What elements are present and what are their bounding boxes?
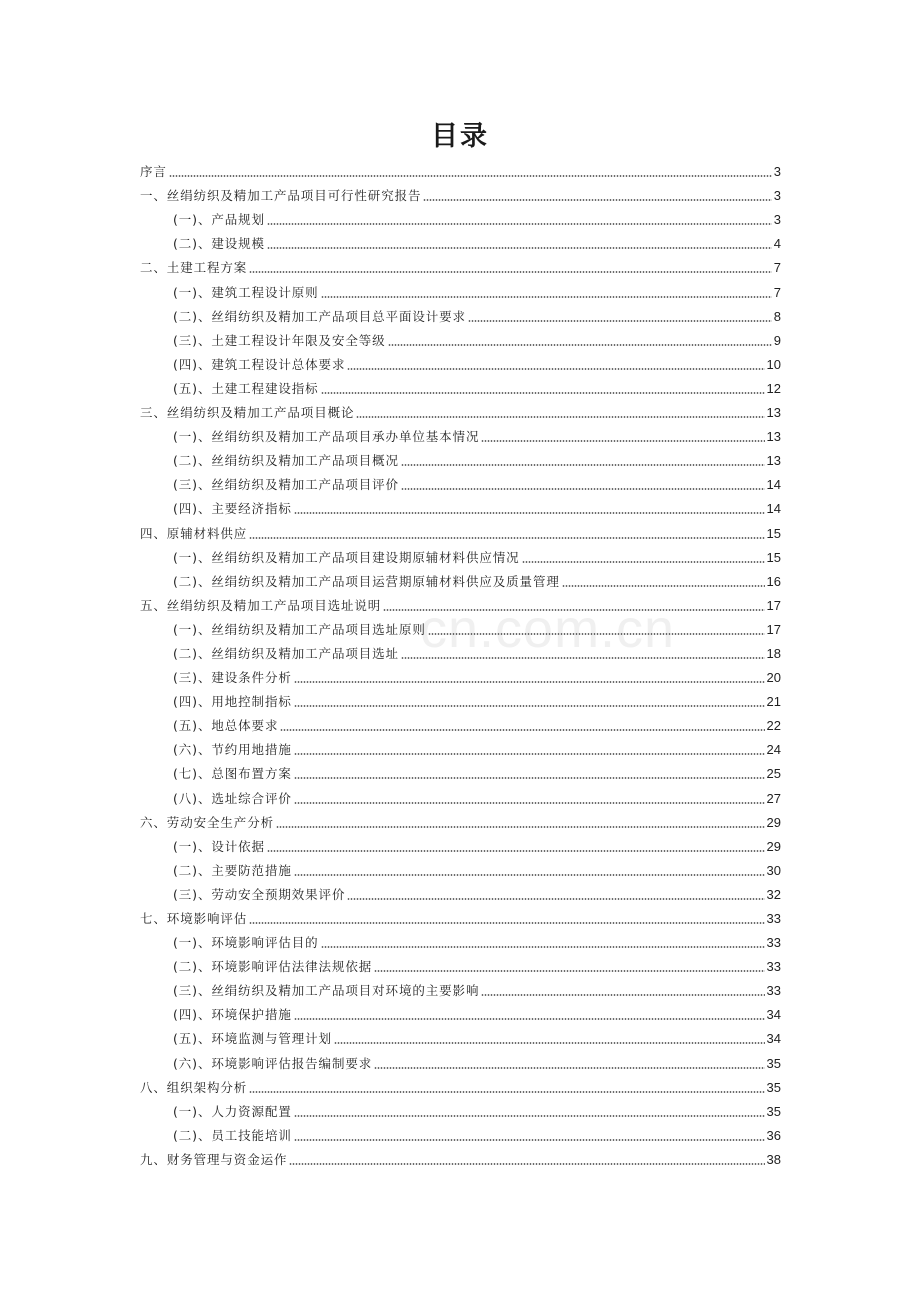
toc-entry-text: (一)、环境影响评估目的 [173,935,319,951]
toc-page-number: 20 [766,670,781,686]
toc-dot-leader [289,1163,764,1165]
toc-dot-leader [169,175,772,177]
toc-page-number: 35 [766,1055,781,1071]
toc-page-number: 15 [766,525,781,541]
toc-entry[interactable] [140,232,781,256]
toc-entry-text: 八、组织架构分析 [140,1079,248,1095]
toc-entry-text: (七)、总图布置方案 [173,766,292,782]
toc-page-number: 33 [766,935,781,951]
toc-entry-text: (二)、员工技能培训 [173,1127,292,1143]
toc-entry-text: (一)、丝绢纺织及精加工产品项目承办单位基本情况 [173,429,480,445]
toc-dot-leader [347,368,764,370]
toc-entry-text: (一)、人力资源配置 [173,1103,292,1119]
toc-dot-leader [249,537,764,539]
toc-dot-leader [267,223,772,225]
toc-entry-text: (六)、环境影响评估报告编制要求 [173,1055,373,1071]
toc-entry[interactable] [140,1051,781,1075]
toc-entry[interactable] [140,353,781,377]
toc-dot-leader [321,392,765,394]
toc-entry[interactable] [140,907,781,931]
toc-entry-text: (三)、劳动安全预期效果评价 [173,886,346,902]
toc-entry-text: (一)、产品规划 [173,212,265,228]
toc-page-number: 16 [766,573,781,589]
toc-dot-leader [267,247,772,249]
toc-page-number: 14 [766,501,781,517]
toc-dot-leader [522,561,765,563]
toc-entry[interactable] [140,738,781,762]
toc-page-number: 4 [773,236,781,252]
toc-dot-leader [294,802,765,804]
toc-page-number: 32 [766,886,781,902]
toc-entry-text: (三)、建设条件分析 [173,670,292,686]
toc-entry-text: (一)、丝绢纺织及精加工产品项目建设期原辅材料供应情况 [173,549,520,565]
toc-dot-leader [280,729,764,731]
toc-entry[interactable] [140,521,781,545]
toc-dot-leader [321,946,765,948]
toc-entry[interactable] [140,425,781,449]
toc-entry[interactable] [140,1003,781,1027]
toc-dot-leader [294,753,765,755]
toc-entry[interactable] [140,594,781,618]
toc-page-number: 7 [773,260,781,276]
toc-dot-leader [294,1018,765,1020]
toc-dot-leader [294,705,765,707]
toc-entry-text: (五)、环境监测与管理计划 [173,1031,332,1047]
toc-page-number: 25 [766,766,781,782]
toc-dot-leader [249,922,764,924]
toc-entry-text: (八)、选址综合评价 [173,790,292,806]
toc-entry[interactable] [140,618,781,642]
toc-dot-leader [334,1042,765,1044]
toc-entry-text: 七、环境影响评估 [140,911,248,926]
toc-page-number: 33 [766,959,781,975]
toc-page-number: 35 [766,1079,781,1095]
toc-dot-leader [428,633,765,635]
toc-entry[interactable] [140,811,781,835]
toc-entry-text: (四)、主要经济指标 [173,501,292,517]
toc-page-number: 35 [766,1103,781,1119]
toc-entry[interactable] [140,208,781,232]
toc-page-number: 24 [766,742,781,758]
toc-entry-text: (二)、环境影响评估法律法规依据 [173,959,373,975]
toc-entry[interactable] [140,280,781,304]
toc-page-number: 17 [766,621,781,637]
toc-entry[interactable] [140,762,781,786]
toc-dot-leader [249,1091,764,1093]
toc-dot-leader [423,199,771,201]
toc-entry-text: (二)、丝绢纺织及精加工产品项目选址 [173,645,399,661]
toc-entry[interactable] [140,1076,781,1100]
toc-entry[interactable] [140,642,781,666]
toc-entry-text: (二)、建设规模 [173,236,265,252]
toc-page-number: 34 [766,1031,781,1047]
toc-entry[interactable] [140,883,781,907]
toc-page-number: 9 [773,332,781,348]
toc-entry-text: (二)、主要防范措施 [173,862,292,878]
toc-entry[interactable] [140,1027,781,1051]
toc-dot-leader [249,271,772,273]
toc-entry-text: 序言 [140,164,167,180]
toc-page-number: 15 [766,549,781,565]
toc-entry[interactable] [140,859,781,883]
toc-dot-leader [401,488,765,490]
toc-entry[interactable] [140,401,781,425]
toc-entry[interactable] [140,786,781,810]
toc-entry[interactable] [140,835,781,859]
toc-entry[interactable] [140,955,781,979]
toc-entry[interactable] [140,329,781,353]
toc-dot-leader [321,296,772,298]
toc-page-number: 14 [766,477,781,493]
toc-dot-leader [294,512,765,514]
toc-dot-leader [388,344,772,346]
toc-entry[interactable] [140,473,781,497]
toc-dot-leader [276,826,765,828]
watermark: cn.com.cn [420,599,676,659]
toc-dot-leader [294,1139,765,1141]
toc-page-number: 17 [766,597,781,613]
toc-page-number: 27 [766,790,781,806]
toc-page-number: 38 [766,1151,781,1167]
toc-dot-leader [383,609,764,611]
toc-entry-text: 四、原辅材料供应 [140,525,248,541]
toc-dot-leader [294,1115,765,1117]
toc-entry[interactable] [140,666,781,690]
toc-dot-leader [481,994,764,996]
toc-page-number: 29 [766,838,781,854]
toc-page-number: 3 [773,188,781,204]
toc-page-number: 29 [766,814,781,830]
toc-list [140,160,781,1172]
toc-entry-text: (三)、丝绢纺织及精加工产品项目对环境的主要影响 [173,983,480,999]
toc-dot-leader [374,970,764,972]
toc-dot-leader [294,681,765,683]
toc-entry[interactable] [140,979,781,1003]
toc-entry-text: (二)、丝绢纺织及精加工产品项目运营期原辅材料供应及质量管理 [173,573,560,589]
toc-entry-text: 五、丝绢纺织及精加工产品项目选址说明 [140,597,382,613]
toc-page-number: 10 [766,356,781,372]
toc-entry-text: 六、劳动安全生产分析 [140,814,275,830]
toc-page-number: 30 [766,862,781,878]
toc-dot-leader [294,777,765,779]
toc-entry-text: (五)、土建工程建设指标 [173,380,319,396]
toc-entry[interactable] [140,570,781,594]
toc-entry[interactable] [140,184,781,208]
toc-page-number: 13 [766,405,781,421]
toc-entry-text: (一)、建筑工程设计原则 [173,284,319,300]
toc-entry[interactable] [140,1100,781,1124]
toc-entry[interactable] [140,256,781,280]
toc-entry-text: 三、丝绢纺织及精加工产品项目概论 [140,405,355,421]
toc-dot-leader [356,416,764,418]
toc-entry[interactable] [140,546,781,570]
toc-entry-text: (三)、土建工程设计年限及安全等级 [173,332,386,348]
toc-entry-text: (四)、环境保护措施 [173,1007,292,1023]
toc-entry-text: (四)、用地控制指标 [173,694,292,710]
toc-entry[interactable] [140,1124,781,1148]
toc-dot-leader [401,464,765,466]
toc-entry-text: 九、财务管理与资金运作 [140,1151,288,1167]
toc-entry-text: (三)、丝绢纺织及精加工产品项目评价 [173,477,399,493]
toc-page-number: 34 [766,1007,781,1023]
toc-entry-text: (五)、地总体要求 [173,718,279,734]
toc-entry-text: (四)、建筑工程设计总体要求 [173,356,346,372]
toc-page-number: 36 [766,1127,781,1143]
toc-page-number: 3 [773,164,781,180]
toc-dot-leader [481,440,764,442]
toc-entry-text: (二)、丝绢纺织及精加工产品项目概况 [173,453,399,469]
toc-entry-text: 一、丝绢纺织及精加工产品项目可行性研究报告 [140,188,422,204]
toc-page-number: 13 [766,429,781,445]
toc-dot-leader [267,850,765,852]
toc-entry[interactable] [140,714,781,738]
toc-entry[interactable] [140,160,781,184]
toc-page-number: 7 [773,284,781,300]
toc-page-number: 22 [766,718,781,734]
toc-dot-leader [468,320,772,322]
toc-entry-text: (二)、丝绢纺织及精加工产品项目总平面设计要求 [173,308,466,324]
toc-entry-text: 二、土建工程方案 [140,260,248,276]
toc-entry-text: (一)、设计依据 [173,838,265,854]
toc-page-number: 33 [766,983,781,999]
toc-entry-text: (六)、节约用地措施 [173,742,292,758]
toc-dot-leader [374,1067,764,1069]
toc-dot-leader [347,898,764,900]
toc-entry[interactable] [140,931,781,955]
toc-entry[interactable] [140,377,781,401]
toc-entry-text: (一)、丝绢纺织及精加工产品项目选址原则 [173,621,426,637]
toc-dot-leader [294,874,765,876]
toc-page-number: 18 [766,645,781,661]
toc-entry[interactable] [140,305,781,329]
toc-page-number: 3 [773,212,781,228]
toc-dot-leader [562,585,765,587]
toc-page-number: 33 [766,911,781,926]
toc-entry[interactable] [140,449,781,473]
toc-page-number: 8 [773,308,781,324]
toc-entry[interactable] [140,690,781,714]
toc-page-number: 13 [766,453,781,469]
toc-page-number: 12 [766,380,781,396]
toc-dot-leader [401,657,765,659]
toc-title: 目录 [431,121,489,152]
toc-page-number: 21 [766,694,781,710]
toc-entry[interactable] [140,497,781,521]
toc-entry[interactable] [140,1148,781,1172]
